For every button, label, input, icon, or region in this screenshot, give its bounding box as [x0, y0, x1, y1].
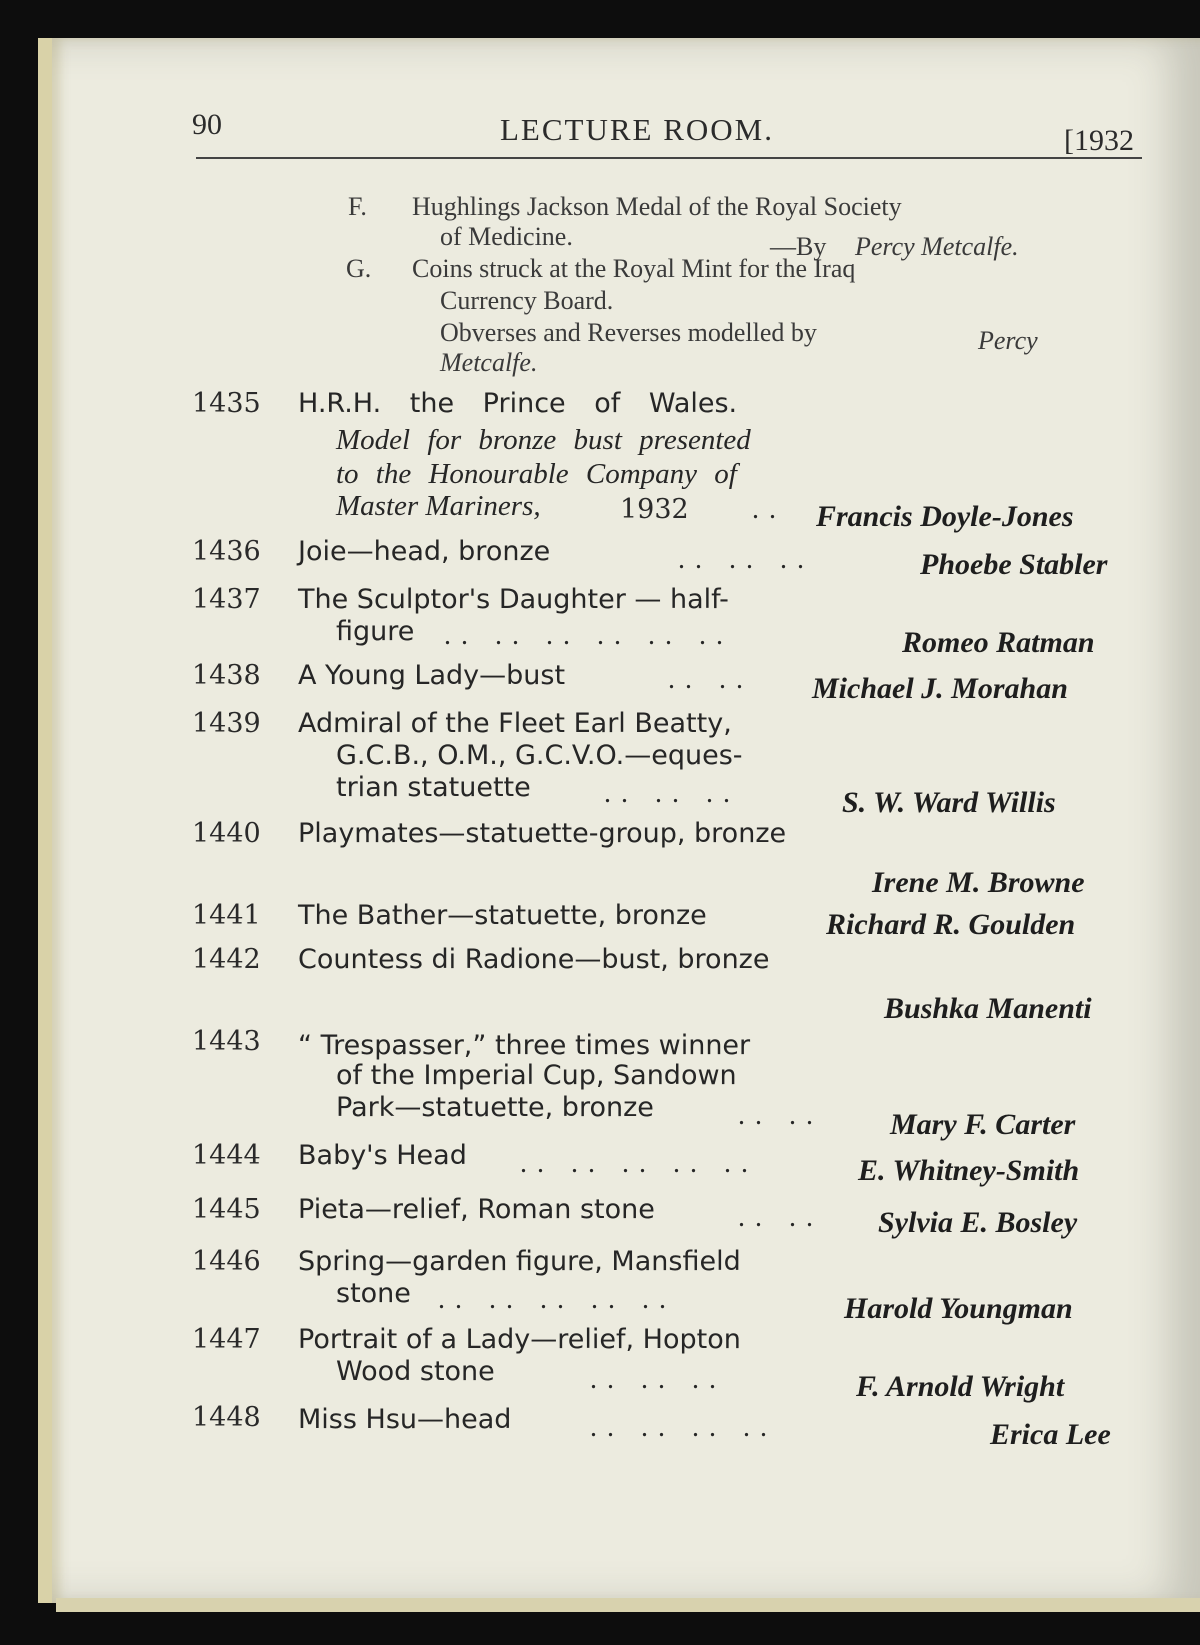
item-f-line2: of Medicine. [440, 222, 573, 251]
artist-name: Irene M. Browne [872, 866, 1085, 899]
catalogue-number: 1448 [192, 1402, 261, 1433]
catalogue-number: 1437 [192, 584, 261, 615]
catalogue-number: 1436 [192, 536, 261, 567]
item-g-line1: Coins struck at the Royal Mint for the Iraq [412, 254, 856, 283]
leader-dots: .. .. [738, 1202, 823, 1233]
leader-dots: .. .. .. [678, 544, 814, 575]
entry-title: H.R.H. the Prince of Wales. [298, 388, 738, 419]
entry-title: Spring—garden figure, Mansfield [298, 1246, 741, 1277]
entry-title: The Bather—statuette, bronze [298, 900, 707, 931]
catalogue-number: 1440 [192, 818, 261, 849]
catalogue-number: 1442 [192, 944, 261, 975]
catalogue-number: 1441 [192, 900, 261, 931]
item-g-line3: Obverses and Reverses modelled by [440, 318, 817, 347]
entry-title: Joie—head, bronze [298, 536, 551, 567]
leader-dots: .. .. .. .. .. [520, 1148, 758, 1179]
artist-name: Richard R. Goulden [826, 908, 1076, 941]
leader-dots: .. .. .. .. [590, 1412, 777, 1443]
catalogue-number: 1444 [192, 1140, 261, 1171]
leader-dots: .. .. .. [604, 778, 740, 809]
item-f-line1: Hughlings Jackson Medal of the Royal Society [412, 192, 902, 221]
catalogue-number: 1438 [192, 660, 261, 691]
header-rule [196, 157, 1142, 159]
entry-line: stone [336, 1278, 411, 1309]
catalogue-number: 1435 [192, 388, 261, 419]
artist-name: S. W. Ward Willis [842, 786, 1056, 819]
artist-name: F. Arnold Wright [856, 1370, 1065, 1403]
entry-title: Portrait of a Lady—relief, Hopton [298, 1324, 741, 1355]
catalogue-number: 1447 [192, 1324, 261, 1355]
artist-name: Romeo Ratman [902, 626, 1095, 659]
entry-line: Wood stone [336, 1356, 495, 1387]
artist-name: Mary F. Carter [890, 1108, 1076, 1141]
entry-line: trian statuette [336, 772, 531, 803]
leader-dots: .. [752, 494, 786, 525]
artist-name: Phoebe Stabler [920, 548, 1108, 581]
entry-title: “ Trespasser,” three times winner [298, 1030, 751, 1061]
entry-title: Pieta—relief, Roman stone [298, 1194, 655, 1225]
entry-title: The Sculptor's Daughter — half- [298, 584, 729, 615]
page-edge [56, 1598, 1200, 1612]
item-f-by: —By [770, 232, 827, 261]
entry-title: Admiral of the Fleet Earl Beatty, [298, 708, 732, 739]
entry-line: to the Honourable Company of [336, 458, 737, 490]
entry-title: Playmates—statuette-group, bronze [298, 818, 787, 849]
catalogue-number: 1445 [192, 1194, 261, 1225]
item-letter-f: F. [348, 192, 367, 221]
entry-line: figure [336, 616, 415, 647]
artist-name: Erica Lee [990, 1418, 1111, 1451]
entry-line: Park—statuette, bronze [336, 1092, 654, 1123]
leader-dots: .. .. .. [590, 1364, 726, 1395]
leader-dots: .. .. [668, 664, 753, 695]
artist-name: E. Whitney-Smith [858, 1154, 1080, 1187]
running-title: LECTURE ROOM. [500, 112, 774, 147]
entry-line: of the Imperial Cup, Sandown [336, 1060, 737, 1091]
catalogue-number: 1446 [192, 1246, 261, 1277]
leader-dots: .. .. [738, 1100, 823, 1131]
entry-line: Master Mariners, [336, 490, 541, 522]
page-number: 90 [192, 108, 222, 141]
entry-title: Miss Hsu—head [298, 1404, 512, 1435]
item-g-line2: Currency Board. [440, 286, 614, 315]
item-letter-g: G. [346, 254, 372, 283]
catalogue-number: 1443 [192, 1026, 261, 1057]
entry-year: 1932 [620, 494, 689, 525]
entry-title: A Young Lady—bust [298, 660, 566, 691]
artist-name: Francis Doyle-Jones [816, 500, 1074, 533]
leader-dots: .. .. .. .. .. .. [444, 620, 733, 651]
entry-title: Baby's Head [298, 1140, 467, 1171]
running-year: [1932 [1064, 124, 1134, 157]
entry-title: Countess di Radione—bust, bronze [298, 944, 770, 975]
item-g-artist1: Percy [978, 326, 1038, 355]
item-g-artist2: Metcalfe. [440, 348, 538, 377]
artist-name: Michael J. Morahan [812, 672, 1068, 705]
catalogue-number: 1439 [192, 708, 261, 739]
artist-name: Bushka Manenti [884, 992, 1092, 1025]
artist-name: Harold Youngman [844, 1292, 1073, 1325]
item-f-artist: Percy Metcalfe. [855, 232, 1019, 261]
entry-line: Model for bronze bust presented [336, 424, 751, 456]
leader-dots: .. .. .. .. .. [438, 1284, 676, 1315]
entry-line: G.C.B., O.M., G.C.V.O.—eques- [336, 740, 743, 771]
artist-name: Sylvia E. Bosley [878, 1206, 1078, 1239]
